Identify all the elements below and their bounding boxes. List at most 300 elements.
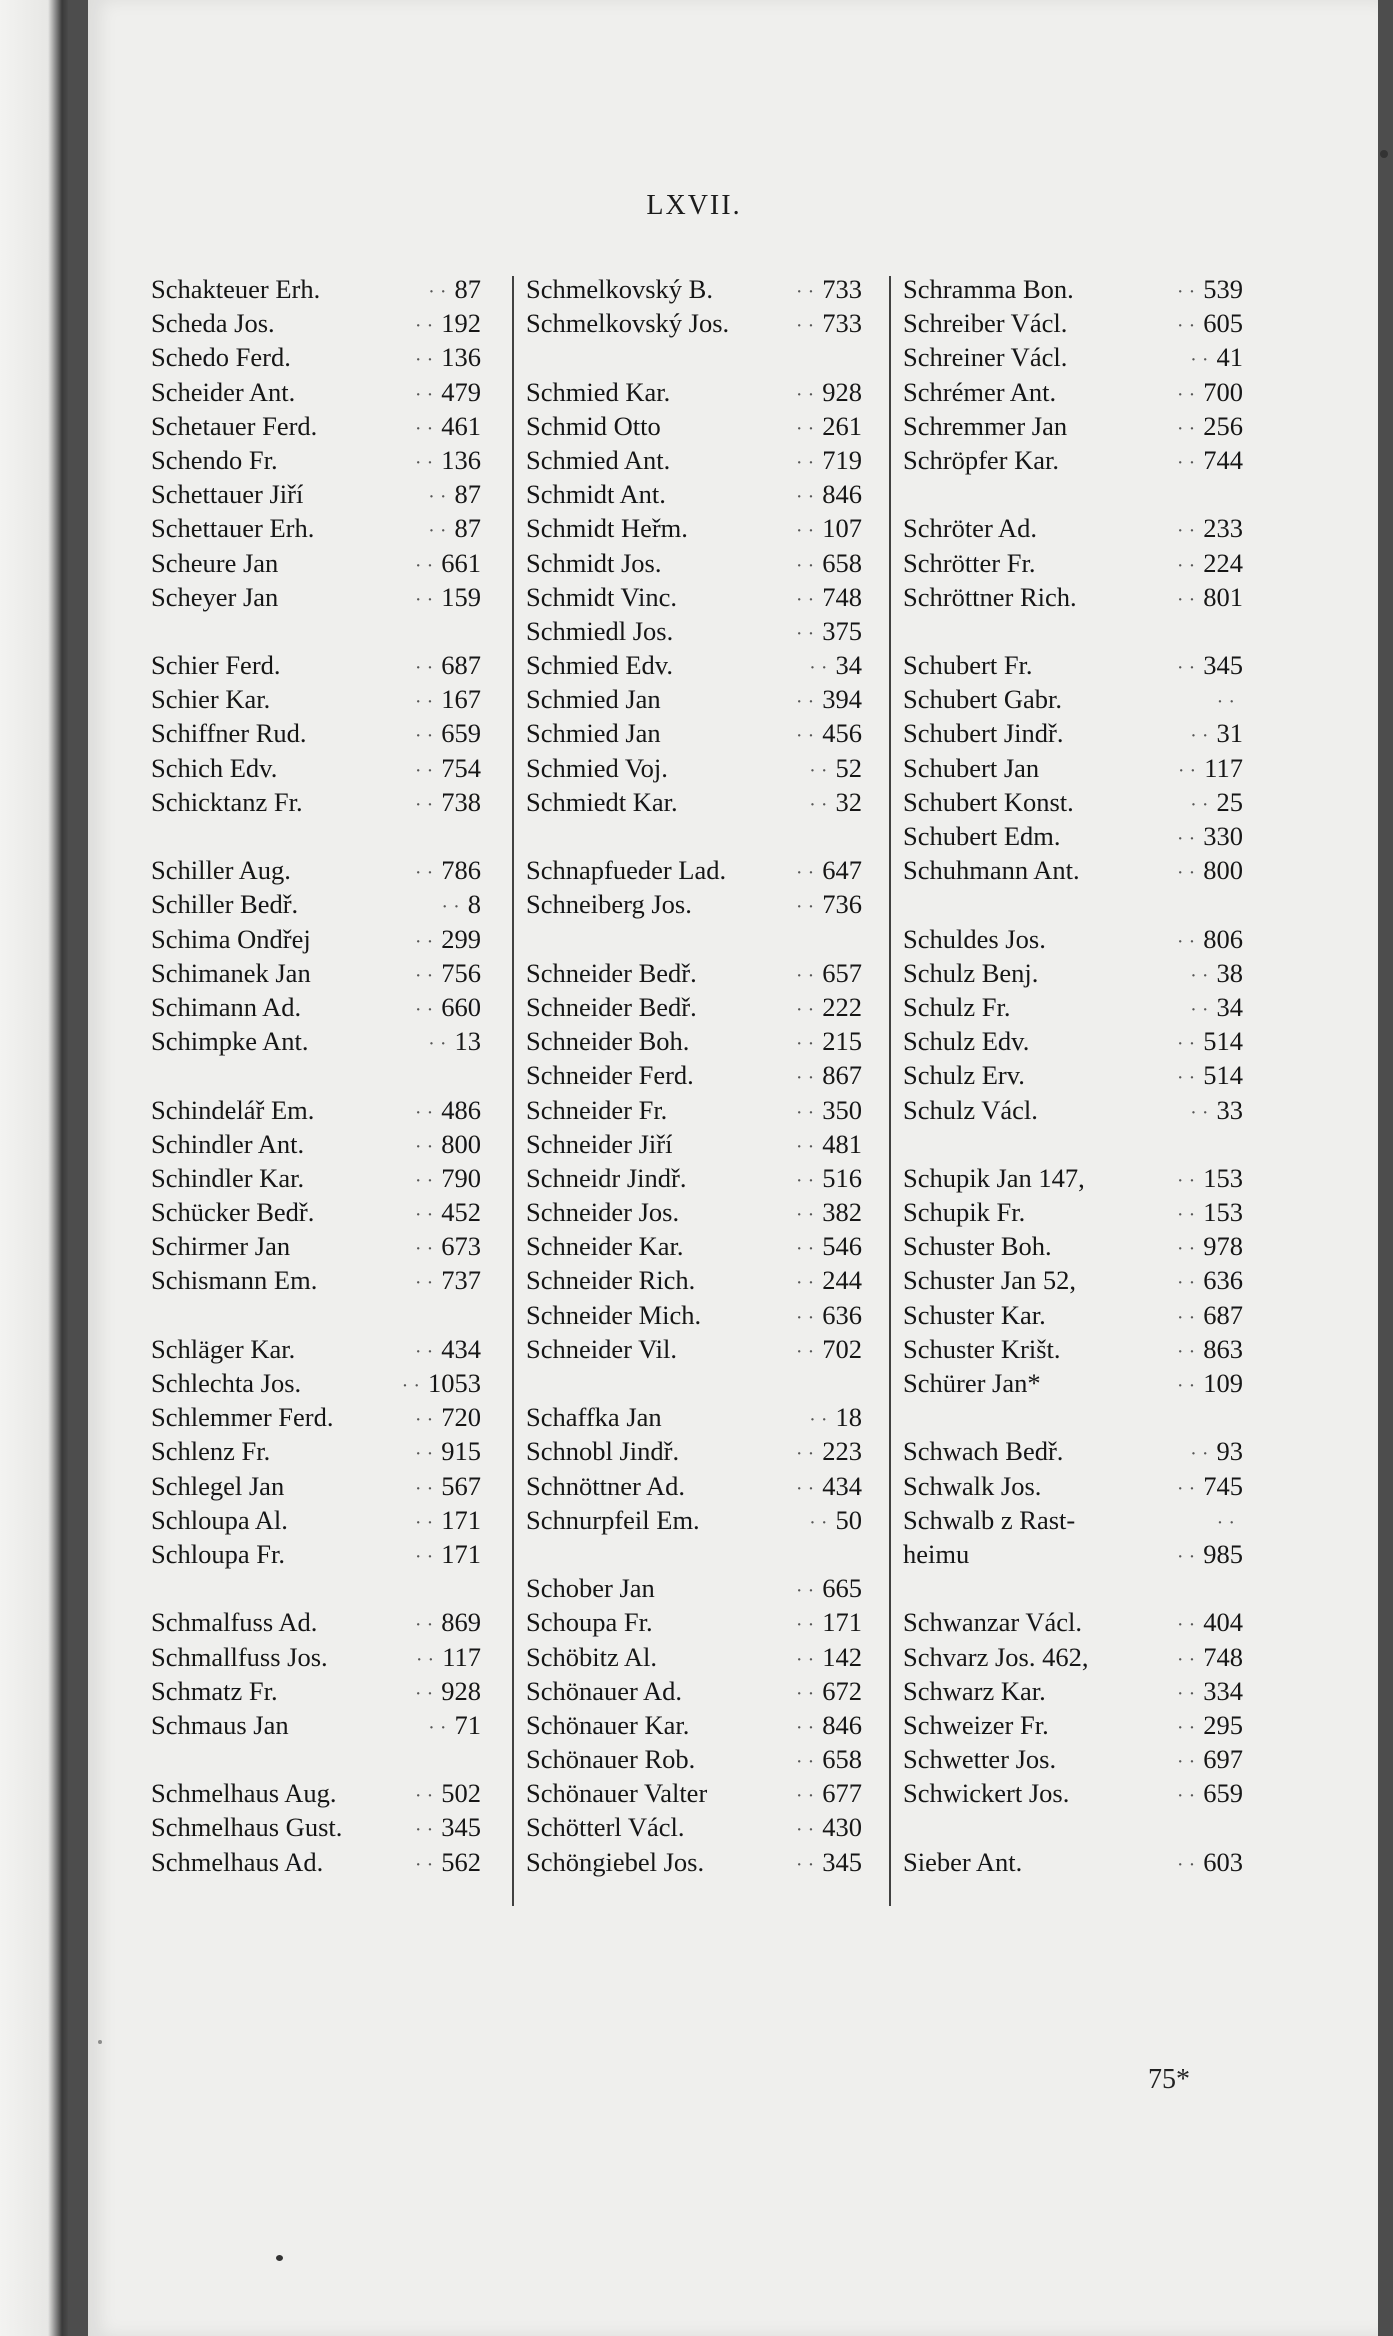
entry-name: Schönauer Ad. [526,1675,683,1706]
entry-number: · · 744 [1177,443,1243,480]
entry-number: · · 738 [415,785,481,822]
entry-number: · · 546 [796,1229,862,1266]
entry-number: · · 514 [1177,1024,1243,1061]
entry-number: · · 295 [1177,1708,1243,1745]
index-entry [151,272,481,306]
index-entry [903,716,1243,750]
index-entry [151,1400,481,1434]
entry-name: Schröpfer Kar. [903,444,1059,475]
entry-number: · · 153 [1177,1161,1243,1198]
entry-name: Schupik Fr. [903,1197,1026,1228]
entry-name: Schloupa Fr. [151,1538,285,1569]
entry-name: Schlegel Jan [151,1470,285,1501]
entry-name: Schloupa Al. [151,1504,288,1535]
entry-number: · · 222 [796,990,862,1027]
index-entry [526,1400,862,1434]
entry-name: Schneider Ferd. [526,1060,694,1091]
index-entry [526,1332,862,1366]
entry-name: Schwetter Jos. [903,1744,1057,1775]
entry-number: · · 109 [1177,1366,1243,1403]
entry-name: Schlechta Jos. [151,1368,302,1398]
entry-name: Schmiedl Jos. [526,615,674,646]
index-entry [526,1845,862,1879]
group-gap [151,819,481,853]
index-entry [526,751,862,785]
group-gap [903,614,1243,648]
entry-number: · · 38 [1179,956,1243,993]
entry-name: Schwanzar Václ. [903,1607,1083,1638]
entry-number: · · 736 [796,887,862,924]
index-entry [903,306,1243,340]
index-entry [903,272,1243,306]
entry-name: Schmiedt Kar. [526,786,678,817]
entry-name: Schulz Erv. [903,1060,1025,1091]
index-entry [903,1640,1243,1674]
index-entry [151,546,481,580]
entry-name: Schönauer Kar. [526,1709,690,1740]
index-entry [151,1332,481,1366]
entry-number: · · 136 [415,340,481,377]
entry-number: · · 687 [415,648,481,685]
entry-number: · · 461 [415,409,481,446]
entry-number: · · 33 [1179,1093,1243,1130]
index-entry [526,1640,862,1674]
entry-name: Schulz Benj. [903,957,1039,988]
group-gap [151,1571,481,1605]
entry-name: Schubert Konst. [903,786,1074,817]
entry-number: · · 25 [1179,785,1243,822]
index-entry [903,751,1243,785]
entry-name: Schmid Otto [526,410,661,441]
entry-number: · · 672 [796,1674,862,1711]
entry-number: · · 745 [1177,1469,1243,1506]
entry-number: · · 345 [415,1810,481,1847]
entry-number: · · 677 [796,1776,862,1813]
entry-number: · · 846 [796,1708,862,1745]
entry-number: · · 801 [1177,580,1243,617]
entry-name: Schnapfueder Lad. [526,855,727,886]
entry-number: · · 867 [796,1058,862,1095]
index-entry [151,648,481,682]
column-divider [512,276,514,1906]
entry-number: · · 748 [796,580,862,617]
entry-name: Schneider Vil. [526,1333,678,1364]
entry-name: Schindelář Em. [151,1094,315,1125]
entry-name: Schmidt Heřm. [526,513,688,544]
entry-name: Schöbitz Al. [526,1641,658,1672]
index-entry [526,1093,862,1127]
index-entry [151,751,481,785]
index-entry [526,716,862,750]
entry-number: · · 171 [415,1537,481,1574]
index-entry [151,1093,481,1127]
entry-number: · · 394 [796,682,862,719]
entry-number: · · 244 [796,1263,862,1300]
column-divider [889,276,891,1906]
entry-name: Schnöttner Ad. [526,1470,685,1501]
entry-number: · · 434 [415,1332,481,1369]
index-entry [903,1161,1243,1195]
entry-name: Schulz Fr. [903,991,1011,1022]
index-entry [903,819,1243,853]
entry-number: · · 117 [416,1640,481,1677]
group-gap [526,340,862,374]
entry-name: Schröter Ad. [903,513,1037,544]
entry-number: · · 659 [1177,1776,1243,1813]
entry-number: · · 687 [1177,1298,1243,1335]
entry-number: · · 430 [796,1810,862,1847]
index-entry [903,1024,1243,1058]
index-entry [526,614,862,648]
index-entry [903,1742,1243,1776]
index-entry [151,1640,481,1674]
name-column-2 [526,272,862,1879]
entry-name: Schuhmann Ant. [903,855,1080,886]
entry-number: · · 863 [1177,1332,1243,1369]
index-entry [526,443,862,477]
index-entry [526,648,862,682]
entry-name: Schlemmer Ferd. [151,1402,334,1433]
entry-name: Schneider Kar. [526,1231,684,1262]
entry-name: Schuldes Jos. [903,923,1046,954]
entry-number: · · 737 [415,1263,481,1300]
index-entry [903,546,1243,580]
entry-name: Scheider Ant. [151,376,296,407]
entry-name: Schneider Mich. [526,1299,702,1330]
entry-number: · · 846 [796,477,862,514]
index-entry [903,682,1243,716]
entry-number: · · 456 [796,716,862,753]
group-gap [526,922,862,956]
entry-name: Schicktanz Fr. [151,786,303,817]
index-entry [151,580,481,614]
entry-name: Schmatz Fr. [151,1675,278,1706]
entry-name: Schötterl Václ. [526,1812,685,1843]
name-column-1 [151,272,481,1879]
index-entry [526,682,862,716]
entry-number: · · 486 [415,1093,481,1130]
index-entry [526,1810,862,1844]
index-entry [526,1024,862,1058]
index-entry [526,990,862,1024]
index-entry [526,477,862,511]
entry-number: · · 192 [415,306,481,343]
group-gap [151,1742,481,1776]
index-entry [526,546,862,580]
entry-number: · · 733 [796,272,862,309]
entry-name: Schmelkovský Jos. [526,308,730,339]
entry-number: · · 31 [1179,716,1243,753]
entry-number: · · 720 [415,1400,481,1437]
entry-name: Schoupa Fr. [526,1607,653,1638]
entry-number: · · 171 [796,1605,862,1642]
entry-number: · · 87 [417,272,481,309]
entry-number: · · 434 [796,1469,862,1506]
entry-number: · · 516 [796,1161,862,1198]
entry-name: Scheda Jos. [151,308,275,339]
index-entry [151,1810,481,1844]
signature-mark: 75* [1148,2064,1190,2095]
index-entry [151,375,481,409]
entry-name: Schettauer Jiří [151,479,304,510]
entry-name: Schönauer Valter [526,1778,708,1809]
index-entry [526,1605,862,1639]
index-entry [526,1161,862,1195]
entry-number: · · 215 [796,1024,862,1061]
entry-number: · · 748 [1177,1640,1243,1677]
entry-name: Schettauer Erh. [151,513,315,544]
entry-number: · · 93 [1179,1434,1243,1471]
entry-name: Schier Kar. [151,684,271,715]
index-entry [151,511,481,545]
entry-number: · · 756 [415,956,481,993]
entry-number: · · 657 [796,956,862,993]
entry-number: · · 261 [796,409,862,446]
entry-number: · · 978 [1177,1229,1243,1266]
entry-name: Schakteuer Erh. [151,274,321,304]
group-gap [903,1571,1243,1605]
index-entry [151,1161,481,1195]
entry-name: Schupik Jan 147, [903,1162,1085,1193]
entry-number: · · 605 [1177,306,1243,343]
entry-name: Schröttner Rich. [903,581,1077,612]
entry-name: Schmelkovský B. [526,274,713,304]
entry-name: Schiller Bedř. [151,889,299,920]
index-entry [903,1674,1243,1708]
entry-name: Schulz Edv. [903,1026,1030,1057]
entry-name: Schwach Bedř. [903,1436,1064,1467]
entry-number: · · 224 [1177,546,1243,583]
entry-name: Schubert Edm. [903,821,1061,851]
index-entry [903,648,1243,682]
entry-number: · · 71 [417,1708,481,1745]
index-entry [151,1229,481,1263]
group-gap [151,614,481,648]
entry-number: · · 719 [796,443,862,480]
entry-number: · · 502 [415,1776,481,1813]
entry-name: Schuster Jan 52, [903,1265,1076,1296]
entry-number: · · 167 [415,682,481,719]
entry-name: Schwalb z Rast- [903,1504,1076,1535]
index-entry [526,272,862,306]
register-page [88,0,1378,2336]
entry-name: Schmied Jan [526,718,661,749]
index-entry [526,1742,862,1776]
entry-name: Schneiberg Jos. [526,889,692,920]
index-entry [151,1537,481,1571]
group-gap [151,1058,481,1092]
index-entry [151,477,481,511]
entry-number: · · 382 [796,1195,862,1232]
entry-number: · · 223 [796,1434,862,1471]
entry-number: · · 171 [415,1503,481,1540]
index-entry [903,511,1243,545]
entry-name: Schendo Fr. [151,444,278,475]
entry-number: · · 661 [415,546,481,583]
entry-number: · · 514 [1177,1058,1243,1095]
index-entry [903,1298,1243,1332]
entry-name: Schläger Kar. [151,1333,296,1364]
entry-number: · · 786 [415,853,481,890]
index-entry [903,1845,1243,1879]
entry-number: · · 345 [796,1845,862,1882]
entry-name: Schneider Bedř. [526,957,697,988]
group-gap [903,1810,1243,1844]
entry-number: · · 567 [415,1469,481,1506]
index-entry [526,375,862,409]
group-gap [526,819,862,853]
entry-number: · · 636 [796,1298,862,1335]
entry-number: · · 334 [1177,1674,1243,1711]
entry-number: · · 658 [796,1742,862,1779]
index-entry [903,853,1243,887]
entry-name: Schubert Jan [903,752,1040,783]
index-entry [526,1434,862,1468]
entry-name: Schulz Václ. [903,1094,1038,1125]
index-entry [151,1674,481,1708]
entry-name: Schrötter Fr. [903,547,1036,578]
index-entry [526,1708,862,1742]
entry-name: Schneidr Jindř. [526,1162,687,1193]
index-entry [903,443,1243,477]
index-entry [151,1708,481,1742]
adjacent-page-edge [0,0,68,2336]
entry-name: Sieber Ant. [903,1846,1023,1877]
entry-number: · · 647 [796,853,862,890]
entry-name: Schücker Bedř. [151,1197,315,1228]
entry-name: Schaffka Jan [526,1402,662,1433]
entry-name: Schima Ondřej [151,923,311,954]
entry-number: · · 697 [1177,1742,1243,1779]
index-entry [526,853,862,887]
entry-number: · · 34 [798,648,862,685]
entry-name: Schwarz Kar. [903,1675,1046,1706]
entry-name: Schrémer Ant. [903,376,1057,407]
group-gap [151,1298,481,1332]
index-entry [526,1776,862,1810]
group-gap [526,1366,862,1400]
entry-number: · · 299 [415,922,481,959]
entry-number: · · 34 [1179,990,1243,1027]
index-entry [903,1093,1243,1127]
index-entry [151,306,481,340]
index-entry [903,1366,1243,1400]
entry-number: · · 636 [1177,1263,1243,1300]
entry-number: · · 136 [415,443,481,480]
entry-number: · · 87 [417,511,481,548]
entry-number: · · 1053 [402,1366,481,1403]
entry-name: Schiffner Rud. [151,718,307,749]
entry-number: · · 562 [415,1845,481,1882]
index-entry [903,1434,1243,1468]
index-entry [526,1058,862,1092]
index-entry [903,1537,1243,1571]
entry-number: · · 32 [798,785,862,822]
index-entry [151,1024,481,1058]
entry-name: Schramma Bon. [903,274,1074,304]
index-entry [151,922,481,956]
entry-name: Schmelhaus Gust. [151,1812,343,1843]
index-entry [903,1229,1243,1263]
entry-name: Schneider Bedř. [526,991,697,1022]
entry-number: · · 13 [417,1024,481,1061]
index-entry [151,1605,481,1639]
entry-name: Schober Jan [526,1573,655,1604]
entry-number: · · 673 [415,1229,481,1266]
entry-number: · · 603 [1177,1845,1243,1882]
entry-name: Schmelhaus Aug. [151,1778,337,1809]
index-entry [151,785,481,819]
entry-name: Schimpke Ant. [151,1026,309,1057]
index-entry [903,1503,1243,1537]
entry-number: · · 50 [798,1503,862,1540]
index-entry [903,340,1243,374]
index-entry [151,1776,481,1810]
index-entry [903,580,1243,614]
index-entry [151,956,481,990]
index-entry [526,1127,862,1161]
entry-number: · · 658 [796,546,862,583]
entry-name: Schremmer Jan [903,410,1068,441]
entry-number: · · 754 [415,751,481,788]
entry-number [1179,1503,1243,1540]
entry-name: Scheyer Jan [151,581,279,612]
entry-name: Schmaus Jan [151,1709,289,1740]
group-gap [903,1400,1243,1434]
index-entry [151,1434,481,1468]
name-column-3 [903,272,1243,1879]
entry-number: · · 350 [796,1093,862,1130]
index-entry [151,1503,481,1537]
entry-name: Schich Edv. [151,752,278,783]
entry-name: Schmied Ant. [526,444,671,475]
index-entry [151,1469,481,1503]
entry-name: Schmied Kar. [526,376,671,407]
group-gap [903,887,1243,921]
entry-name: Schneider Fr. [526,1094,668,1125]
entry-name: Schmidt Jos. [526,547,662,578]
index-entry [151,340,481,374]
entry-number: · · 806 [1177,922,1243,959]
index-entry [151,409,481,443]
entry-number: · · 915 [415,1434,481,1471]
index-entry [526,956,862,990]
entry-name: Schedo Ferd. [151,342,291,373]
entry-name: Schubert Gabr. [903,684,1062,715]
entry-name: Schweizer Fr. [903,1709,1049,1740]
entry-name: Schimanek Jan [151,957,311,988]
index-entry [903,1605,1243,1639]
entry-name: Schuster Krišt. [903,1333,1061,1364]
entry-number: · · 233 [1177,511,1243,548]
entry-name: Schuster Kar. [903,1299,1046,1330]
entry-name: Schreiber Václ. [903,308,1068,339]
index-entry [526,409,862,443]
index-entry [151,1263,481,1297]
entry-name: Schindler Ant. [151,1128,305,1159]
entry-name: Schnobl Jindř. [526,1436,680,1467]
index-entry [903,375,1243,409]
entry-name: Schwalk Jos. [903,1470,1042,1501]
entry-name: Schneider Jos. [526,1197,680,1228]
entry-number: · · 928 [796,375,862,412]
index-entry [526,1298,862,1332]
entry-number: · · 159 [415,580,481,617]
entry-number: · · 8 [417,887,481,924]
entry-name: Schwickert Jos. [903,1778,1070,1809]
entry-name: Schneider Rich. [526,1265,696,1296]
entry-number: · · 375 [796,614,862,651]
